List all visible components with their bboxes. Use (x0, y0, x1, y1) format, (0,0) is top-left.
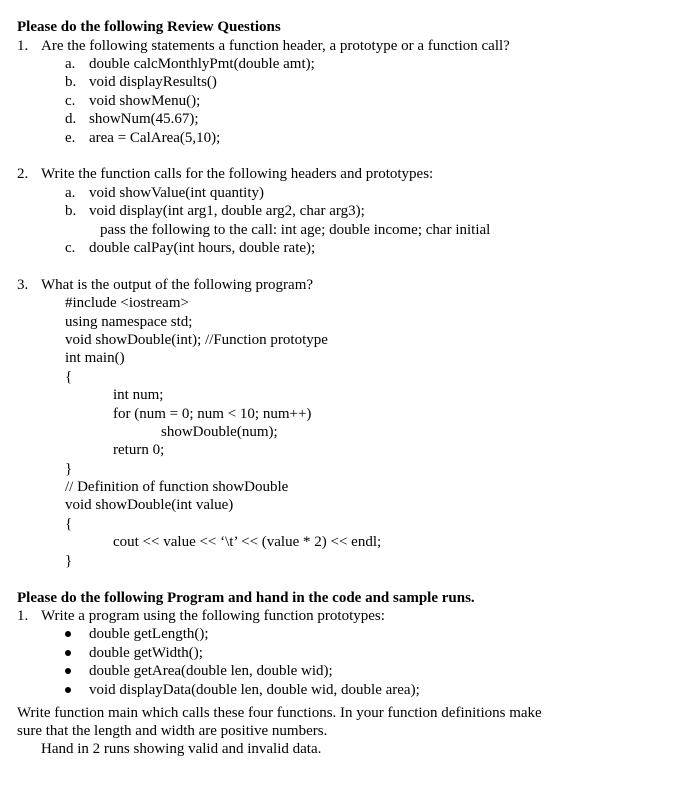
q1-item-e: area = CalArea(5,10); (89, 130, 221, 146)
bullet-icon (65, 631, 71, 637)
q2-item-b: void display(int arg1, double arg2, char arg3); (89, 203, 365, 219)
code-line: int main() (65, 350, 125, 366)
prototype-item: double getLength(); (89, 626, 209, 642)
code-line: for (num = 0; num < 10; num++) (113, 406, 312, 422)
q3-number: 3. (17, 277, 29, 293)
code-line: } (65, 461, 73, 477)
hand-in-note: Hand in 2 runs showing valid and invalid data. (41, 741, 322, 757)
code-line: #include <iostream> (65, 295, 189, 311)
q2-item-a-marker: a. (65, 185, 76, 201)
review-heading: Please do the following Review Questions (17, 19, 281, 35)
prototype-item: double getWidth(); (89, 645, 203, 661)
code-line: showDouble(num); (161, 424, 278, 440)
q2-item-c: double calPay(int hours, double rate); (89, 240, 316, 256)
q1-item-a: double calcMonthlyPmt(double amt); (89, 56, 315, 72)
q1-text: Are the following statements a function header, a prototype or a function call? (41, 38, 510, 54)
code-line: return 0; (113, 442, 165, 458)
prototype-item: void displayData(double len, double wid, double area); (89, 682, 420, 698)
code-line: } (65, 553, 73, 569)
program-number: 1. (17, 608, 29, 624)
instructions-line-2: sure that the length and width are positive numbers. (17, 723, 328, 739)
q2-number: 2. (17, 166, 29, 182)
q1-item-c: void showMenu(); (89, 93, 201, 109)
program-text: Write a program using the following function prototypes: (41, 608, 385, 624)
q1-number: 1. (17, 38, 29, 54)
instructions-line-1: Write function main which calls these four functions. In your function definitions make (17, 705, 542, 721)
prototype-item: double getArea(double len, double wid); (89, 663, 333, 679)
program-heading: Please do the following Program and hand in the code and sample runs. (17, 590, 475, 606)
code-line: int num; (113, 387, 164, 403)
code-line: void showDouble(int); //Function prototype (65, 332, 328, 348)
q2-item-b-note: pass the following to the call: int age; double income; char initial (100, 222, 491, 238)
q3-text: What is the output of the following program? (41, 277, 314, 293)
q1-item-c-marker: c. (65, 93, 76, 109)
q1-item-d-marker: d. (65, 111, 77, 127)
code-line: { (65, 516, 73, 532)
bullet-icon (65, 687, 71, 693)
code-line: cout << value << ‘\t’ << (value * 2) << endl; (113, 534, 382, 550)
bullet-icon (65, 650, 71, 656)
q1-item-b: void displayResults() (89, 74, 217, 90)
q1-item-d: showNum(45.67); (89, 111, 199, 127)
q2-item-c-marker: c. (65, 240, 76, 256)
bullet-icon (65, 668, 71, 674)
q1-item-e-marker: e. (65, 130, 76, 146)
q1-item-a-marker: a. (65, 56, 76, 72)
q2-item-b-marker: b. (65, 203, 77, 219)
q2-item-a: void showValue(int quantity) (89, 185, 264, 201)
code-line: { (65, 369, 73, 385)
code-line: using namespace std; (65, 314, 193, 330)
q1-item-b-marker: b. (65, 74, 77, 90)
code-line: void showDouble(int value) (65, 497, 234, 513)
code-line: // Definition of function showDouble (65, 479, 289, 495)
q2-text: Write the function calls for the following headers and prototypes: (41, 166, 434, 182)
